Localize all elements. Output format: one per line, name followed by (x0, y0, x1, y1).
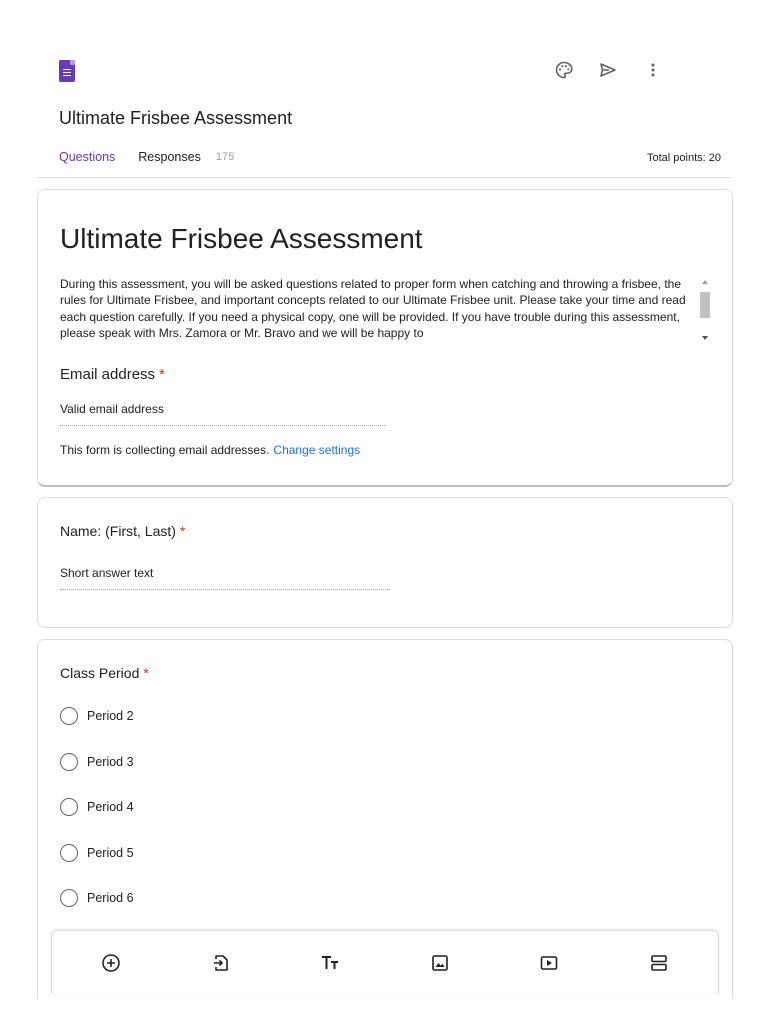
import-questions-icon[interactable] (211, 953, 231, 973)
palette-icon[interactable] (552, 58, 576, 82)
email-field: Valid email address (60, 402, 385, 426)
tab-bar (59, 150, 234, 164)
radio-option[interactable] (60, 844, 134, 862)
option-label: Period 3 (87, 755, 134, 769)
description-scrollbar[interactable] (698, 276, 712, 344)
change-settings-link[interactable]: Change settings (273, 443, 361, 457)
add-title-icon[interactable] (320, 953, 340, 973)
add-image-icon[interactable] (430, 953, 450, 973)
tab-responses[interactable]: Responses (138, 150, 201, 164)
radio-option[interactable] (60, 753, 134, 771)
radio-option[interactable] (60, 889, 134, 907)
required-asterisk: * (159, 366, 165, 383)
email-label-text: Email address (60, 366, 156, 383)
scroll-down-icon[interactable] (702, 336, 708, 340)
responses-count-badge: 175 (215, 151, 235, 163)
form-title[interactable]: Ultimate Frisbee Assessment (60, 223, 423, 254)
add-video-icon[interactable] (539, 953, 559, 973)
more-vert-icon[interactable] (641, 58, 665, 82)
question-text: Class Period (60, 665, 140, 681)
collect-note-text: This form is collecting email addresses. (60, 443, 270, 457)
required-asterisk: * (179, 523, 186, 539)
send-icon[interactable] (596, 58, 620, 82)
radio-option[interactable] (60, 798, 134, 816)
form-description-box[interactable] (60, 276, 712, 344)
tab-questions[interactable]: Questions (59, 150, 116, 164)
short-answer-field: Short answer text (60, 566, 390, 590)
email-collection-note (60, 443, 360, 457)
scroll-up-icon[interactable] (702, 280, 708, 284)
form-title-card[interactable] (37, 189, 733, 487)
forms-app-icon[interactable] (59, 60, 75, 82)
option-label: Period 2 (87, 709, 134, 723)
radio-button[interactable] (60, 844, 78, 862)
total-points: Total points: 20 (647, 152, 721, 164)
question-label (60, 523, 185, 539)
option-label: Period 5 (87, 846, 134, 860)
option-label: Period 6 (87, 891, 134, 905)
radio-option[interactable] (60, 707, 134, 725)
add-section-icon[interactable] (649, 953, 669, 973)
scroll-thumb[interactable] (700, 292, 710, 318)
header-divider (37, 177, 731, 178)
question-text: Name: (First, Last) (60, 523, 176, 539)
radio-button[interactable] (60, 889, 78, 907)
form-name[interactable]: Ultimate Frisbee Assessment (59, 108, 293, 128)
radio-button[interactable] (60, 753, 78, 771)
required-asterisk: * (143, 665, 149, 681)
add-item-toolbar (51, 930, 719, 994)
question-card-name[interactable] (37, 497, 733, 628)
option-label: Period 4 (87, 800, 134, 814)
form-description[interactable]: During this assessment, you will be asked questions related to proper form when catching and throwing a frisbee, the rules for Ultimate Frisbee, and important concepts related to our Ultimate Frisbee unit. Please take your time and read each question carefully. If you need a physical copy, one will be provided. If you have trouble during this assessment, please speak with Mrs. Zamora or Mr. Bravo and we will be happy to (60, 277, 686, 340)
radio-button[interactable] (60, 707, 78, 725)
email-question-label (60, 366, 165, 383)
radio-button[interactable] (60, 798, 78, 816)
question-label (60, 665, 149, 681)
add-question-icon[interactable] (101, 953, 121, 973)
